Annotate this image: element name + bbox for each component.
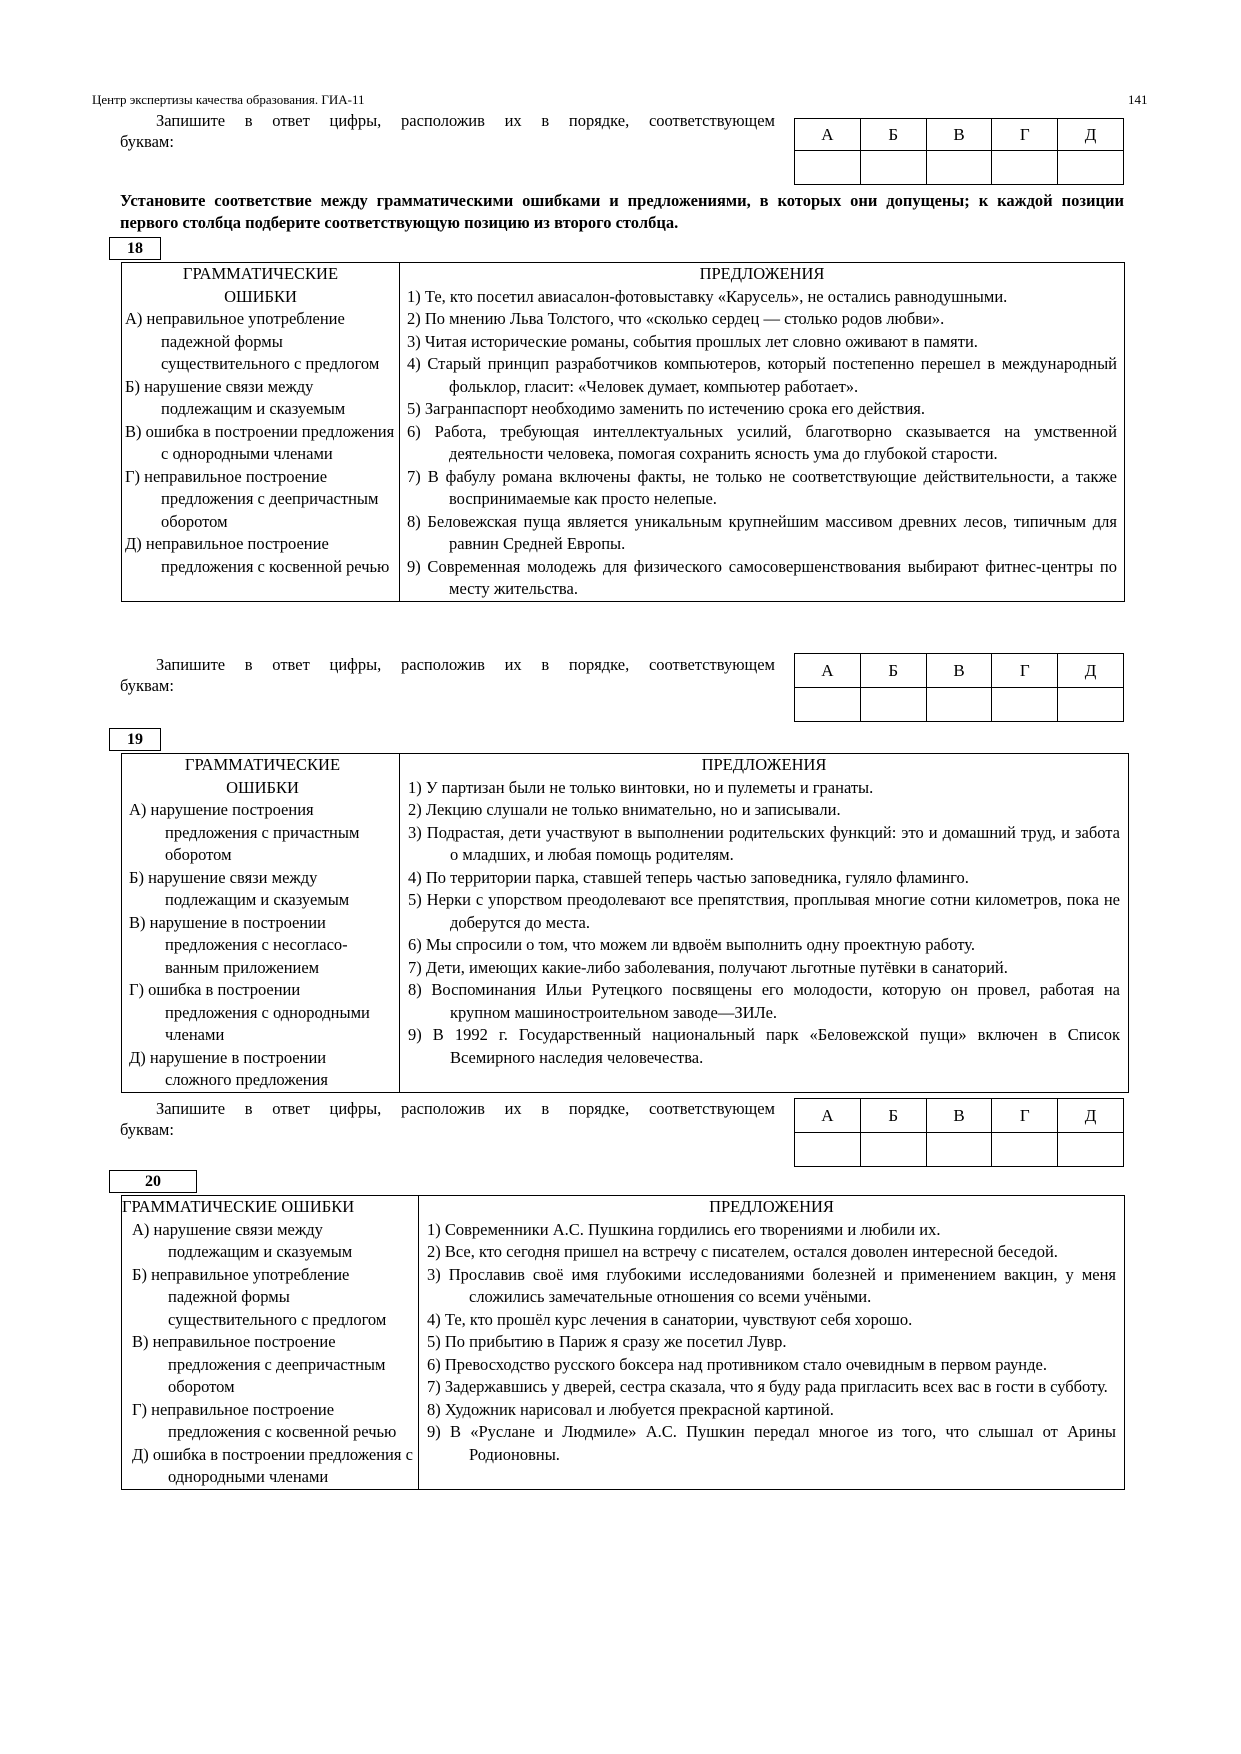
sentence-item: 6) Работа, требующая интеллектуальных усилий, благотворно сказывается на умственной деятельности человека, помогая сохранить ясность ума до глубокой старости. xyxy=(407,421,1117,463)
sentence-item: 1) Современники А.С. Пушкина гордились его творениями и любили их. xyxy=(427,1219,941,1239)
sentence-item: 5) Загранпаспорт необходимо заменить по истечению срока его действия. xyxy=(407,399,926,418)
error-item: А) неправильное употребление падежной формы существительного с предлогом xyxy=(125,309,380,373)
sentences-header: ПРЕДЛОЖЕНИЯ xyxy=(699,264,825,283)
answer-cell[interactable] xyxy=(860,151,926,185)
answer-prompt: Запишите в ответ цифры, расположив их в порядке, соответствующем буквам: xyxy=(120,655,775,695)
answer-letter: В xyxy=(926,1099,992,1133)
error-item: В) ошибка в построении предложения с однородными членами xyxy=(125,421,395,463)
sentence-item: 7) Задержавшись у дверей, сестра сказала, что я буду рада пригласить всех вас в гости в субботу. xyxy=(427,1377,1108,1396)
answer-table xyxy=(794,1098,1124,1167)
answer-cell[interactable] xyxy=(795,151,861,185)
sentence-item: 4) Старый принцип разработчиков компьютеров, который постепенно перешел в международный фольклор, гласит: «Человек думает, компьютер работает». xyxy=(407,354,1117,396)
sentence-item: 8) Беловежская пуща является уникальным крупнейшим массивом древних лесов, типичным для равнин Средней Европы. xyxy=(407,511,1117,553)
answer-letter: Г xyxy=(992,1099,1058,1133)
errors-column xyxy=(122,754,400,1093)
answer-cell[interactable] xyxy=(795,1133,861,1167)
sentences-header: ПРЕДЛОЖЕНИЯ xyxy=(701,755,827,774)
sentence-item: 3) Подрастая, дети участвуют в выполнении родительских функций: это и домашний труд, и забота о младших, и любая помощь родителям. xyxy=(408,822,1120,864)
answer-letter: А xyxy=(795,1099,861,1133)
errors-header: ГРАММАТИЧЕСКИЕ ОШИБКИ xyxy=(122,1197,355,1216)
answer-letter: В xyxy=(926,119,992,151)
answer-cell[interactable] xyxy=(860,1133,926,1167)
sentence-item: 6) Превосходство русского боксера над противником стало очевидным в первом раунде. xyxy=(427,1354,1047,1374)
sentence-item: 3) Читая исторические романы, события прошлых лет словно оживают в памяти. xyxy=(407,331,978,351)
task-instruction: Установите соответствие между грамматическими ошибками и предложениями, в которых они допущены; к каждой позиции первого столбца подберите соответствующую позицию из второго столбца. xyxy=(120,191,1124,232)
answer-letter: В xyxy=(926,654,992,688)
task-20-table xyxy=(121,1195,1125,1490)
answer-letter: Д xyxy=(1058,119,1124,151)
task-number-box: 18 xyxy=(109,237,161,260)
errors-column xyxy=(122,1196,419,1490)
answer-letter: Д xyxy=(1058,654,1124,688)
answer-cell[interactable] xyxy=(926,688,992,722)
sentence-item: 4) Те, кто прошёл курс лечения в санатории, чувствуют себя хорошо. xyxy=(427,1309,913,1329)
answer-cell[interactable] xyxy=(1058,151,1124,185)
answer-table xyxy=(794,118,1124,185)
answer-cell[interactable] xyxy=(926,1133,992,1167)
sentences-column xyxy=(400,754,1129,1093)
answer-cell[interactable] xyxy=(992,1133,1058,1167)
error-item: Д) ошибка в построении предложения с однородными членами xyxy=(132,1444,413,1486)
errors-header: ГРАММАТИЧЕСКИЕ ОШИБКИ xyxy=(182,264,339,306)
task-18-table xyxy=(121,262,1125,602)
answer-letter: Г xyxy=(992,119,1058,151)
task-number-box: 19 xyxy=(109,728,161,751)
answer-letter: Г xyxy=(992,654,1058,688)
document-header-title: Центр экспертизы качества образования. ГИА-11 xyxy=(92,92,365,107)
error-item: В) нарушение в построении предложения с несогласо- ванным приложением xyxy=(129,912,348,977)
errors-column xyxy=(122,263,400,602)
sentence-item: 2) По мнению Льва Толстого, что «сколько сердец — столько родов любви». xyxy=(407,309,945,328)
answer-cell[interactable] xyxy=(1058,1133,1124,1167)
sentence-item: 8) Художник нарисовал и любуется прекрасной картиной. xyxy=(427,1399,834,1419)
error-item: А) нарушение связи между подлежащим и сказуемым xyxy=(132,1219,353,1261)
task-number-box: 20 xyxy=(109,1170,197,1193)
sentences-column xyxy=(419,1196,1125,1490)
sentence-item: 6) Мы спросили о том, что можем ли вдвоём выполнить одну проектную работу. xyxy=(408,935,975,954)
error-item: Д) неправильное построение предложения с косвенной речью xyxy=(125,534,390,576)
sentence-item: 9) В 1992 г. Государственный национальный парк «Беловежской пущи» включен в Список Всемирного наследия человечества. xyxy=(408,1025,1120,1067)
sentence-item: 7) В фабулу романа включены факты, не только не соответствующие действительности, а также воспринимаемые как просто нелепые. xyxy=(407,466,1117,508)
sentence-item: 9) Современная молодежь для физического самосовершенствования выбирают фитнес-центры по месту жительства. xyxy=(407,556,1117,598)
answer-table xyxy=(794,653,1124,722)
error-item: Б) нарушение связи между подлежащим и сказуемым xyxy=(129,867,350,909)
sentence-item: 5) По прибытию в Париж я сразу же посетил Лувр. xyxy=(427,1332,787,1351)
answer-cell[interactable] xyxy=(1058,688,1124,722)
error-item: В) неправильное построение предложения с деепричастным оборотом xyxy=(132,1332,386,1396)
sentence-item: 4) По территории парка, ставшей теперь частью заповедника, гуляло фламинго. xyxy=(408,867,969,887)
error-item: Г) неправильное построение предложения с деепричастным оборотом xyxy=(125,466,379,531)
page-number: 141 xyxy=(1128,92,1148,107)
answer-cell[interactable] xyxy=(795,688,861,722)
answer-cell[interactable] xyxy=(860,688,926,722)
answer-prompt: Запишите в ответ цифры, расположив их в порядке, соответствующем буквам: xyxy=(120,111,775,151)
answer-letter: Б xyxy=(860,119,926,151)
answer-letter: А xyxy=(795,119,861,151)
answer-letter: Б xyxy=(860,1099,926,1133)
sentences-header: ПРЕДЛОЖЕНИЯ xyxy=(709,1197,834,1216)
sentence-item: 1) У партизан были не только винтовки, но и пулеметы и гранаты. xyxy=(408,777,874,797)
sentence-item: 8) Воспоминания Ильи Рутецкого посвящены его молодости, которую он провел, работая на крупном машиностроительном заводе—ЗИЛе. xyxy=(408,980,1120,1022)
errors-header: ГРАММАТИЧЕСКИЕ ОШИБКИ xyxy=(184,755,341,797)
answer-cell[interactable] xyxy=(992,688,1058,722)
sentence-item: 9) В «Руслане и Людмиле» А.С. Пушкин передал многое из того, что слышал от Арины Родионовны. xyxy=(427,1422,1116,1464)
error-item: Г) ошибка в построении предложения с однородными членами xyxy=(129,980,370,1044)
sentence-item: 2) Все, кто сегодня пришел на встречу с писателем, остался доволен интересной беседой. xyxy=(427,1242,1058,1261)
answer-cell[interactable] xyxy=(992,151,1058,185)
answer-cell[interactable] xyxy=(926,151,992,185)
answer-letter: А xyxy=(795,654,861,688)
error-item: Б) нарушение связи между подлежащим и сказуемым xyxy=(125,376,346,418)
answer-prompt: Запишите в ответ цифры, расположив их в порядке, соответствующем буквам: xyxy=(120,1099,775,1139)
sentence-item: 5) Нерки с упорством преодолевают все препятствия, проплывая многие сотни километров, пока не доберутся до места. xyxy=(408,890,1120,932)
sentence-item: 1) Те, кто посетил авиасалон-фотовыставку «Карусель», не остались равнодушными. xyxy=(407,286,1008,306)
sentence-item: 7) Дети, имеющих какие-либо заболевания, получают льготные путёвки в санаторий. xyxy=(408,957,1008,977)
answer-letter: Б xyxy=(860,654,926,688)
answer-letter: Д xyxy=(1058,1099,1124,1133)
error-item: Г) неправильное построение предложения с косвенной речью xyxy=(132,1399,397,1441)
sentence-item: 3) Прославив своё имя глубокими исследованиями болезней и применением вакцин, у меня сложились замечательные отношения со всеми учёными. xyxy=(427,1264,1116,1306)
sentences-column xyxy=(400,263,1125,602)
error-item: Д) нарушение в построении сложного предложения xyxy=(129,1047,329,1089)
sentence-item: 2) Лекцию слушали не только внимательно, но и записывали. xyxy=(408,800,841,819)
error-item: А) нарушение построения предложения с причастным оборотом xyxy=(129,800,360,864)
error-item: Б) неправильное употребление падежной формы существительного с предлогом xyxy=(132,1264,387,1329)
task-19-table xyxy=(121,753,1129,1093)
